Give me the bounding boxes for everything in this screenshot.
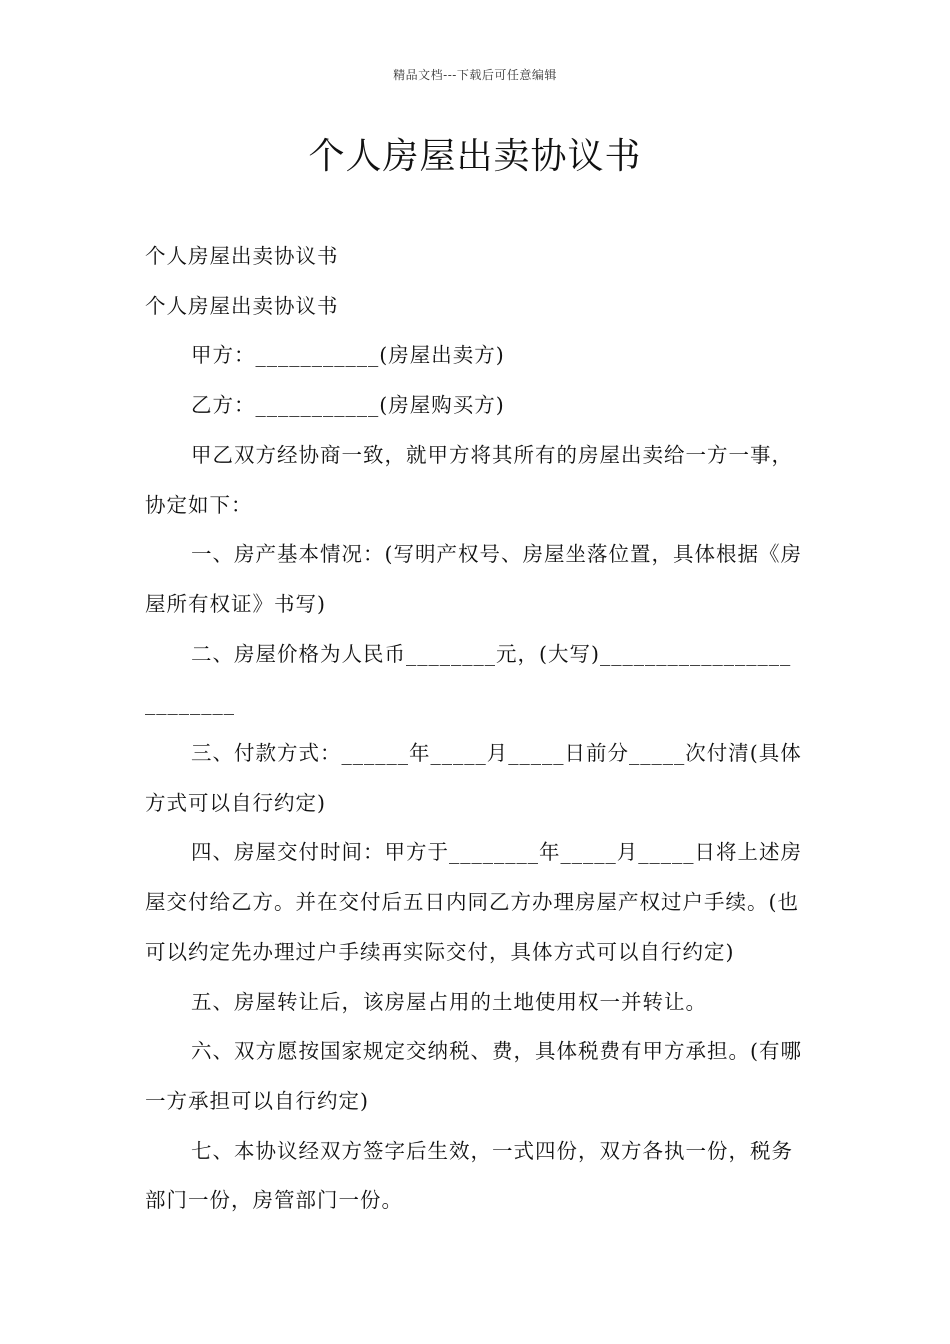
document-body xyxy=(145,232,810,1226)
paragraph-subtitle-2: 个人房屋出卖协议书 xyxy=(145,293,339,318)
paragraph-subtitle-1: 个人房屋出卖协议书 xyxy=(145,244,339,268)
paragraph-clause-3: 三、付款方式：______年_____月_____日前分_____次付清(具体方式可以自行约定) xyxy=(145,741,802,815)
paragraph-party-a: 甲方：___________(房屋出卖方) xyxy=(191,343,505,368)
page-header-note: 精品文档---下载后可任意编辑 xyxy=(393,68,557,82)
paragraph-clause-2: 二、房屋价格为人民币________元，(大写)_________________ ________ xyxy=(145,641,792,716)
document-title: 个人房屋出卖协议书 xyxy=(308,136,642,177)
paragraph-clause-1: 一、房产基本情况：(写明产权号、房屋坐落位置，具体根据《房屋所有权证》书写) xyxy=(145,542,802,616)
paragraph-clause-5: 五、房屋转让后，该房屋占用的土地使用权一并转让。 xyxy=(191,989,707,1014)
paragraph-clause-7: 七、本协议经双方签字后生效，一式四份，双方各执一份，税务部门一份，房管部门一份。 xyxy=(145,1138,793,1213)
paragraph-clause-4: 四、房屋交付时间：甲方于________年_____月_____日将上述房屋交付给乙方。并在交付后五日内同乙方办理房屋产权过户手续。(也可以约定先办理过户手续再实际交付，具体方式可以自行约定) xyxy=(145,840,802,964)
paragraph-party-b: 乙方：___________(房屋购买方) xyxy=(191,393,505,418)
paragraph-clause-6: 六、双方愿按国家规定交纳税、费，具体税费有甲方承担。(有哪一方承担可以自行约定) xyxy=(145,1039,802,1113)
paragraph-preamble: 甲乙双方经协商一致，就甲方将其所有的房屋出卖给一方一事，协定如下： xyxy=(145,442,793,517)
